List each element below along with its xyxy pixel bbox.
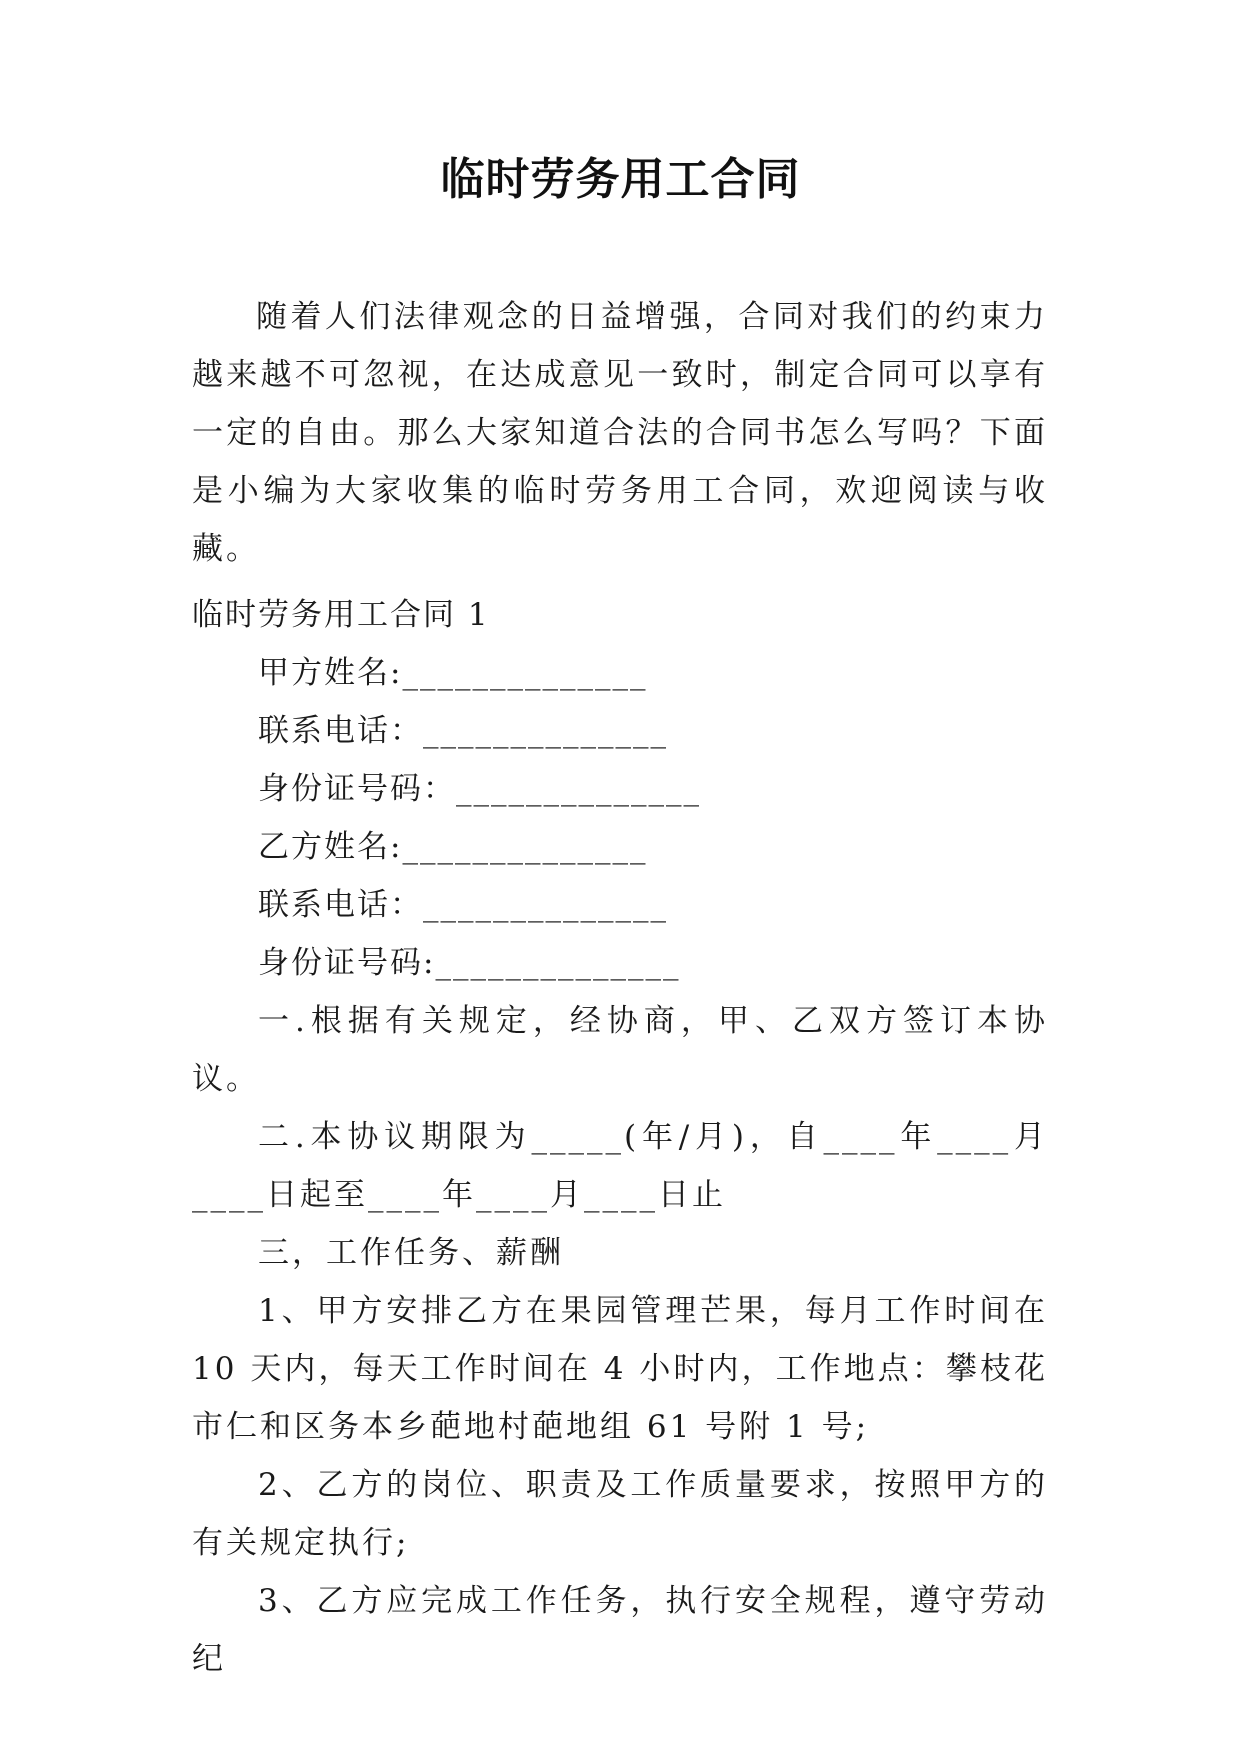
contract-body — [192, 586, 1048, 1688]
field-blank: ______________ — [456, 771, 701, 807]
clause-3-item-2: 2、乙方的岗位、职责及工作质量要求，按照甲方的有关规定执行; — [192, 1467, 1048, 1561]
party-b-name-field — [192, 818, 1048, 876]
field-blank: ______________ — [435, 945, 681, 981]
field-label: 身份证号码： — [258, 771, 456, 807]
field-blank: ______________ — [423, 713, 668, 749]
section-heading: 临时劳务用工合同 1 — [192, 597, 490, 633]
clause-1: 一.根据有关规定，经协商，甲、乙双方签订本协议。 — [192, 1003, 1048, 1097]
party-a-phone-field — [192, 702, 1048, 760]
party-b-phone-field — [192, 876, 1048, 934]
field-label: 联系电话： — [258, 713, 423, 749]
party-a-name-field — [192, 644, 1048, 702]
party-a-id-field — [192, 760, 1048, 818]
clause-2: 二.本协议期限为_____(年/月)，自____年____月____日起至____年____月____日止 — [192, 1119, 1048, 1213]
field-blank: ______________ — [402, 829, 648, 865]
clause-3-heading: 三，工作任务、薪酬 — [258, 1235, 564, 1271]
field-blank: ______________ — [423, 887, 668, 923]
clause-3-item-3: 3、乙方应完成工作任务，执行安全规程，遵守劳动纪 — [192, 1583, 1048, 1677]
field-label: 联系电话： — [258, 887, 423, 923]
intro-paragraph: 随着人们法律观念的日益增强，合同对我们的约束力越来越不可忽视，在达成意见一致时，制定合同可以享有一定的自由。那么大家知道合法的合同书怎么写吗？下面是小编为大家收集的临时劳务用工合同，欢迎阅读与收藏。 — [192, 299, 1048, 567]
party-b-id-field — [192, 934, 1048, 992]
field-label: 身份证号码: — [258, 945, 436, 981]
field-blank: ______________ — [402, 655, 648, 691]
clause-3-item-1: 1、甲方安排乙方在果园管理芒果，每月工作时间在 10 天内，每天工作时间在 4 小时内，工作地点：攀枝花市仁和区务本乡葩地村葩地组 61 号附 1 号; — [192, 1293, 1048, 1445]
field-label: 乙方姓名: — [258, 829, 403, 865]
field-label: 甲方姓名: — [258, 655, 403, 691]
page-title: 临时劳务用工合同 — [440, 154, 801, 205]
